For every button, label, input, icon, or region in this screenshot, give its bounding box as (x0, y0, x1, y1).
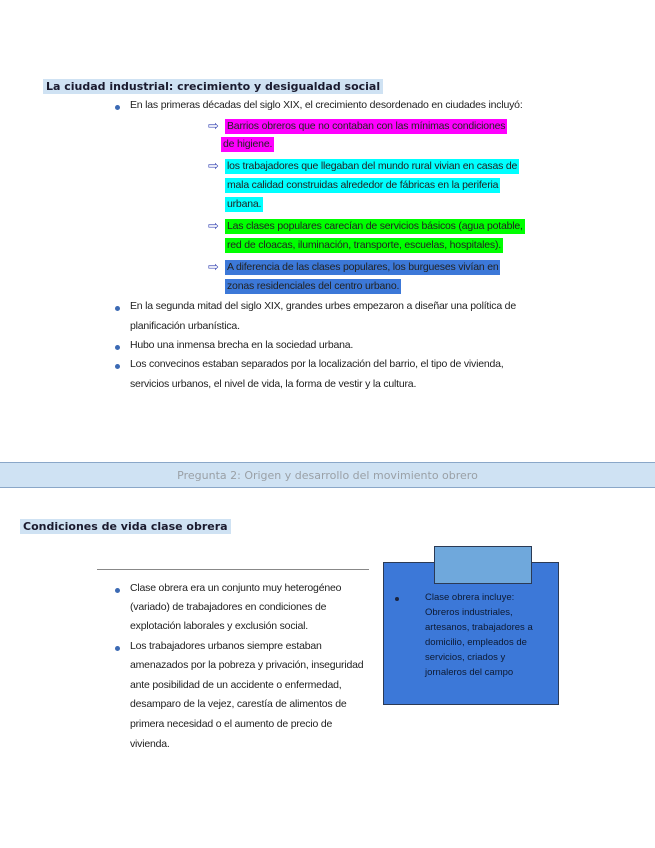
highlight-barrios: Barrios obreros que no contaban con las mínimas condiciones (227, 120, 506, 132)
highlight-trabajadores: urbana. (227, 198, 262, 210)
bullet-dot (115, 588, 120, 593)
bullet-text-1: En las primeras décadas del siglo XIX, el crecimiento desordenado en ciudades incluyó: (130, 99, 523, 111)
bullet-trabajadores-urbanos: ante posibilidad de un accidente o enfermedad, (130, 679, 342, 691)
callout-line: servicios, criados y (425, 652, 506, 663)
section-title-condiciones-vida: Condiciones de vida clase obrera (20, 519, 231, 534)
highlight-clases-populares: Las clases populares carecían de servicios básicos (agua potable, (227, 220, 523, 232)
highlight-trabajadores: los trabajadores que llegaban del mundo rural vivian en casas de (227, 160, 518, 172)
bullet-dot (115, 646, 120, 651)
bullet-trabajadores-urbanos: vivienda. (130, 738, 170, 750)
arrow-right-icon: ⇨ (208, 260, 219, 275)
question-header-text: Pregunta 2: Origen y desarrollo del movimiento obrero (177, 469, 478, 482)
bullet-text-4: servicios urbanos, el nivel de vida, la forma de vestir y la cultura. (130, 378, 417, 390)
bullet-dot (115, 345, 120, 350)
callout-line: jornaleros del campo (425, 667, 514, 678)
divider-line (97, 569, 369, 570)
bullet-text-4: Los convecinos estaban separados por la localización del barrio, el tipo de vivienda, (130, 358, 504, 370)
bullet-trabajadores-urbanos: desamparo de la vejez, carestía de alimentos de (130, 698, 347, 710)
bullet-text-2: planificación urbanística. (130, 320, 240, 332)
bullet-dot (115, 364, 120, 369)
arrow-right-icon: ⇨ (208, 159, 219, 174)
bullet-trabajadores-urbanos: Los trabajadores urbanos siempre estaban (130, 640, 322, 652)
callout-line: artesanos, trabajadores a (425, 622, 533, 633)
highlight-burgueses: A diferencia de las clases populares, los burgueses vivían en (227, 261, 499, 273)
callout-line: domicilio, empleados de (425, 637, 527, 648)
arrow-right-icon: ⇨ (208, 119, 219, 134)
highlight-burgueses: zonas residenciales del centro urbano. (227, 280, 400, 292)
bullet-clase-obrera: explotación laborales y exclusión social. (130, 620, 308, 632)
highlight-trabajadores: mala calidad construidas alrededor de fábricas en la periferia (227, 179, 499, 191)
callout-line: Obreros industriales, (425, 607, 513, 618)
callout-tab (434, 546, 532, 584)
bullet-text-3: Hubo una inmensa brecha en la sociedad urbana. (130, 339, 354, 351)
bullet-dot (395, 597, 399, 601)
bullet-trabajadores-urbanos: primera necesidad o el aumento de precio de (130, 718, 333, 730)
highlight-barrios: de higiene. (223, 138, 273, 150)
bullet-dot (115, 105, 120, 110)
arrow-right-icon: ⇨ (208, 219, 219, 234)
highlight-clases-populares: red de cloacas, iluminación, transporte, escuelas, hospitales). (227, 239, 501, 251)
bullet-trabajadores-urbanos: amenazados por la pobreza y privación, inseguridad (130, 659, 364, 671)
bullet-dot (115, 306, 120, 311)
bullet-clase-obrera: (variado) de trabajadores en condiciones de (130, 601, 327, 613)
callout-line: Clase obrera incluye: (425, 592, 515, 603)
section-title-ciudad-industrial: La ciudad industrial: crecimiento y desigualdad social (43, 79, 383, 94)
bullet-text-2: En la segunda mitad del siglo XIX, grandes urbes empezaron a diseñar una política de (130, 300, 516, 312)
bullet-clase-obrera: Clase obrera era un conjunto muy heterogéneo (130, 582, 342, 594)
callout-text (425, 590, 545, 680)
